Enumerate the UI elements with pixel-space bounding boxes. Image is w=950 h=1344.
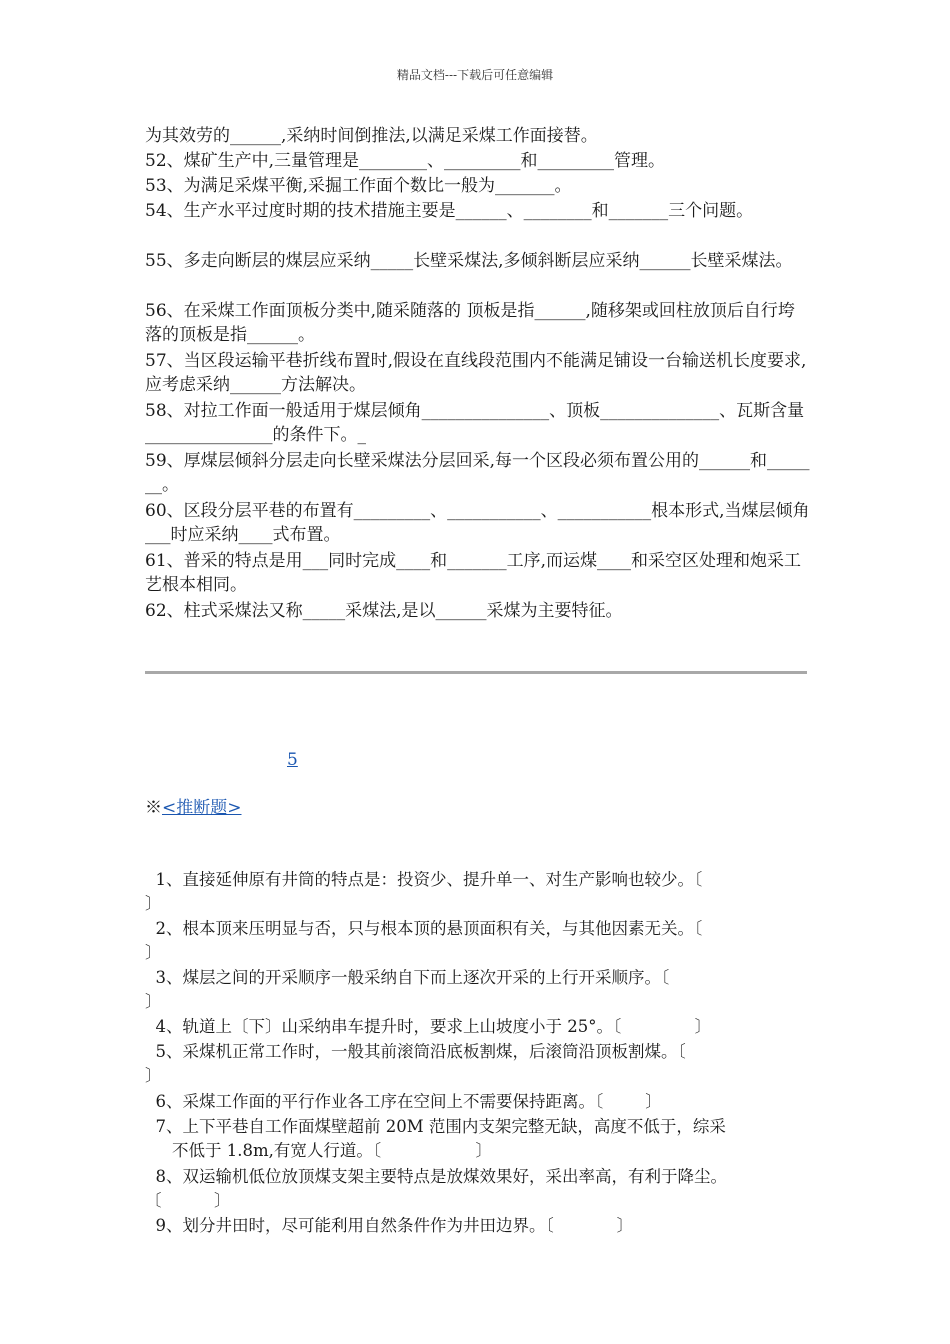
question-text: 为其效劳的______,采纳时间倒推法,以满足采煤工作面接替。 <box>145 126 598 146</box>
question-line: 1、直接延伸原有井筒的特点是：投资少、提升单一、对生产影响也较少。〔 <box>155 870 703 889</box>
question-line: 7、上下平巷自工作面煤壁超前 20M 范围内支架完整无缺，高度不低于，综采 <box>155 1117 726 1136</box>
question-57: 57、当区段运输平巷折线布置时,假设在直线段范围内不能满足铺设一台输送机长度要求,应考虑采纳______方法解决。 <box>145 351 807 395</box>
question-line: 〕 <box>145 894 162 913</box>
question-line: 4、轨道上〔下〕山采纳串车提升时，要求上山坡度小于 25°。〔 〕 <box>155 1017 712 1036</box>
question-62: 62、柱式采煤法又称_____采煤法,是以______采煤为主要特征。 <box>145 601 623 621</box>
horizontal-divider <box>145 671 807 674</box>
question-line: 3、煤层之间的开采顺序一般采纳自下而上逐次开采的上行开采顺序。〔 <box>155 968 670 987</box>
question-line: 〕 <box>145 992 162 1011</box>
question-line: 9、划分井田时，尽可能利用自然条件作为井田边界。〔 〕 <box>155 1216 634 1235</box>
question-54: 54、生产水平过度时期的技术措施主要是______、________和_______三个问题。 <box>145 201 754 221</box>
question-58: 58、对拉工作面一般适用于煤层倾角_______________、顶板______________、瓦斯含量_______________的条件下。_ <box>145 401 805 445</box>
question-60: 60、区段分层平巷的布置有_________、___________、___________根本形式,当煤层倾角___时应采纳____式布置。 <box>145 501 810 545</box>
question-line: 2、根本顶来压明显与否，只与根本顶的悬顶面积有关，与其他因素无关。〔 <box>155 919 703 938</box>
question-61: 61、普采的特点是用___同时完成____和_______工序,而运煤____和采空区处理和炮采工艺根本相同。 <box>145 551 802 595</box>
question-52: 52、煤矿生产中,三量管理是________、_________和_________管理。 <box>145 151 666 171</box>
question-line: 6、采煤工作面的平行作业各工序在空间上不需要保持距离。〔 〕 <box>155 1092 662 1111</box>
section-heading <box>145 796 242 820</box>
question-line: 〔 〕 <box>145 1191 231 1210</box>
question-53: 53、为满足采煤平衡,采掘工作面个数比一般为_______。 <box>145 176 572 196</box>
section-title-link[interactable]: <推断题> <box>162 798 242 818</box>
question-line: 〕 <box>145 943 162 962</box>
reference-mark: ※ <box>145 798 162 818</box>
question-line: 不低于 1.8m,有宽人行道。〔 〕 <box>172 1141 493 1160</box>
page-header: 精品文档---下载后可任意编辑 <box>396 68 554 82</box>
question-line: 〕 <box>145 1066 162 1085</box>
judge-question-9 <box>145 1190 810 1238</box>
question-59: 59、厚煤层倾斜分层走向长壁采煤法分层回采,每一个区段必须布置公用的______和_______。 <box>145 451 810 495</box>
question-line: 8、双运输机低位放顶煤支架主要特点是放煤效果好，采出率高，有利于降尘。 <box>155 1167 727 1186</box>
question-line: 5、采煤机正常工作时，一般其前滚筒沿底板割煤，后滚筒沿顶板割煤。〔 <box>155 1042 686 1061</box>
question-55: 55、多走向断层的煤层应采纳_____长壁采煤法,多倾斜断层应采纳______长壁采煤法。 <box>145 251 793 271</box>
page-number-link[interactable]: 5 <box>287 750 298 770</box>
question-56: 56、在采煤工作面顶板分类中,随采随落的 顶板是指______,随移架或回柱放顶后自行垮落的顶板是指______。 <box>145 301 795 345</box>
